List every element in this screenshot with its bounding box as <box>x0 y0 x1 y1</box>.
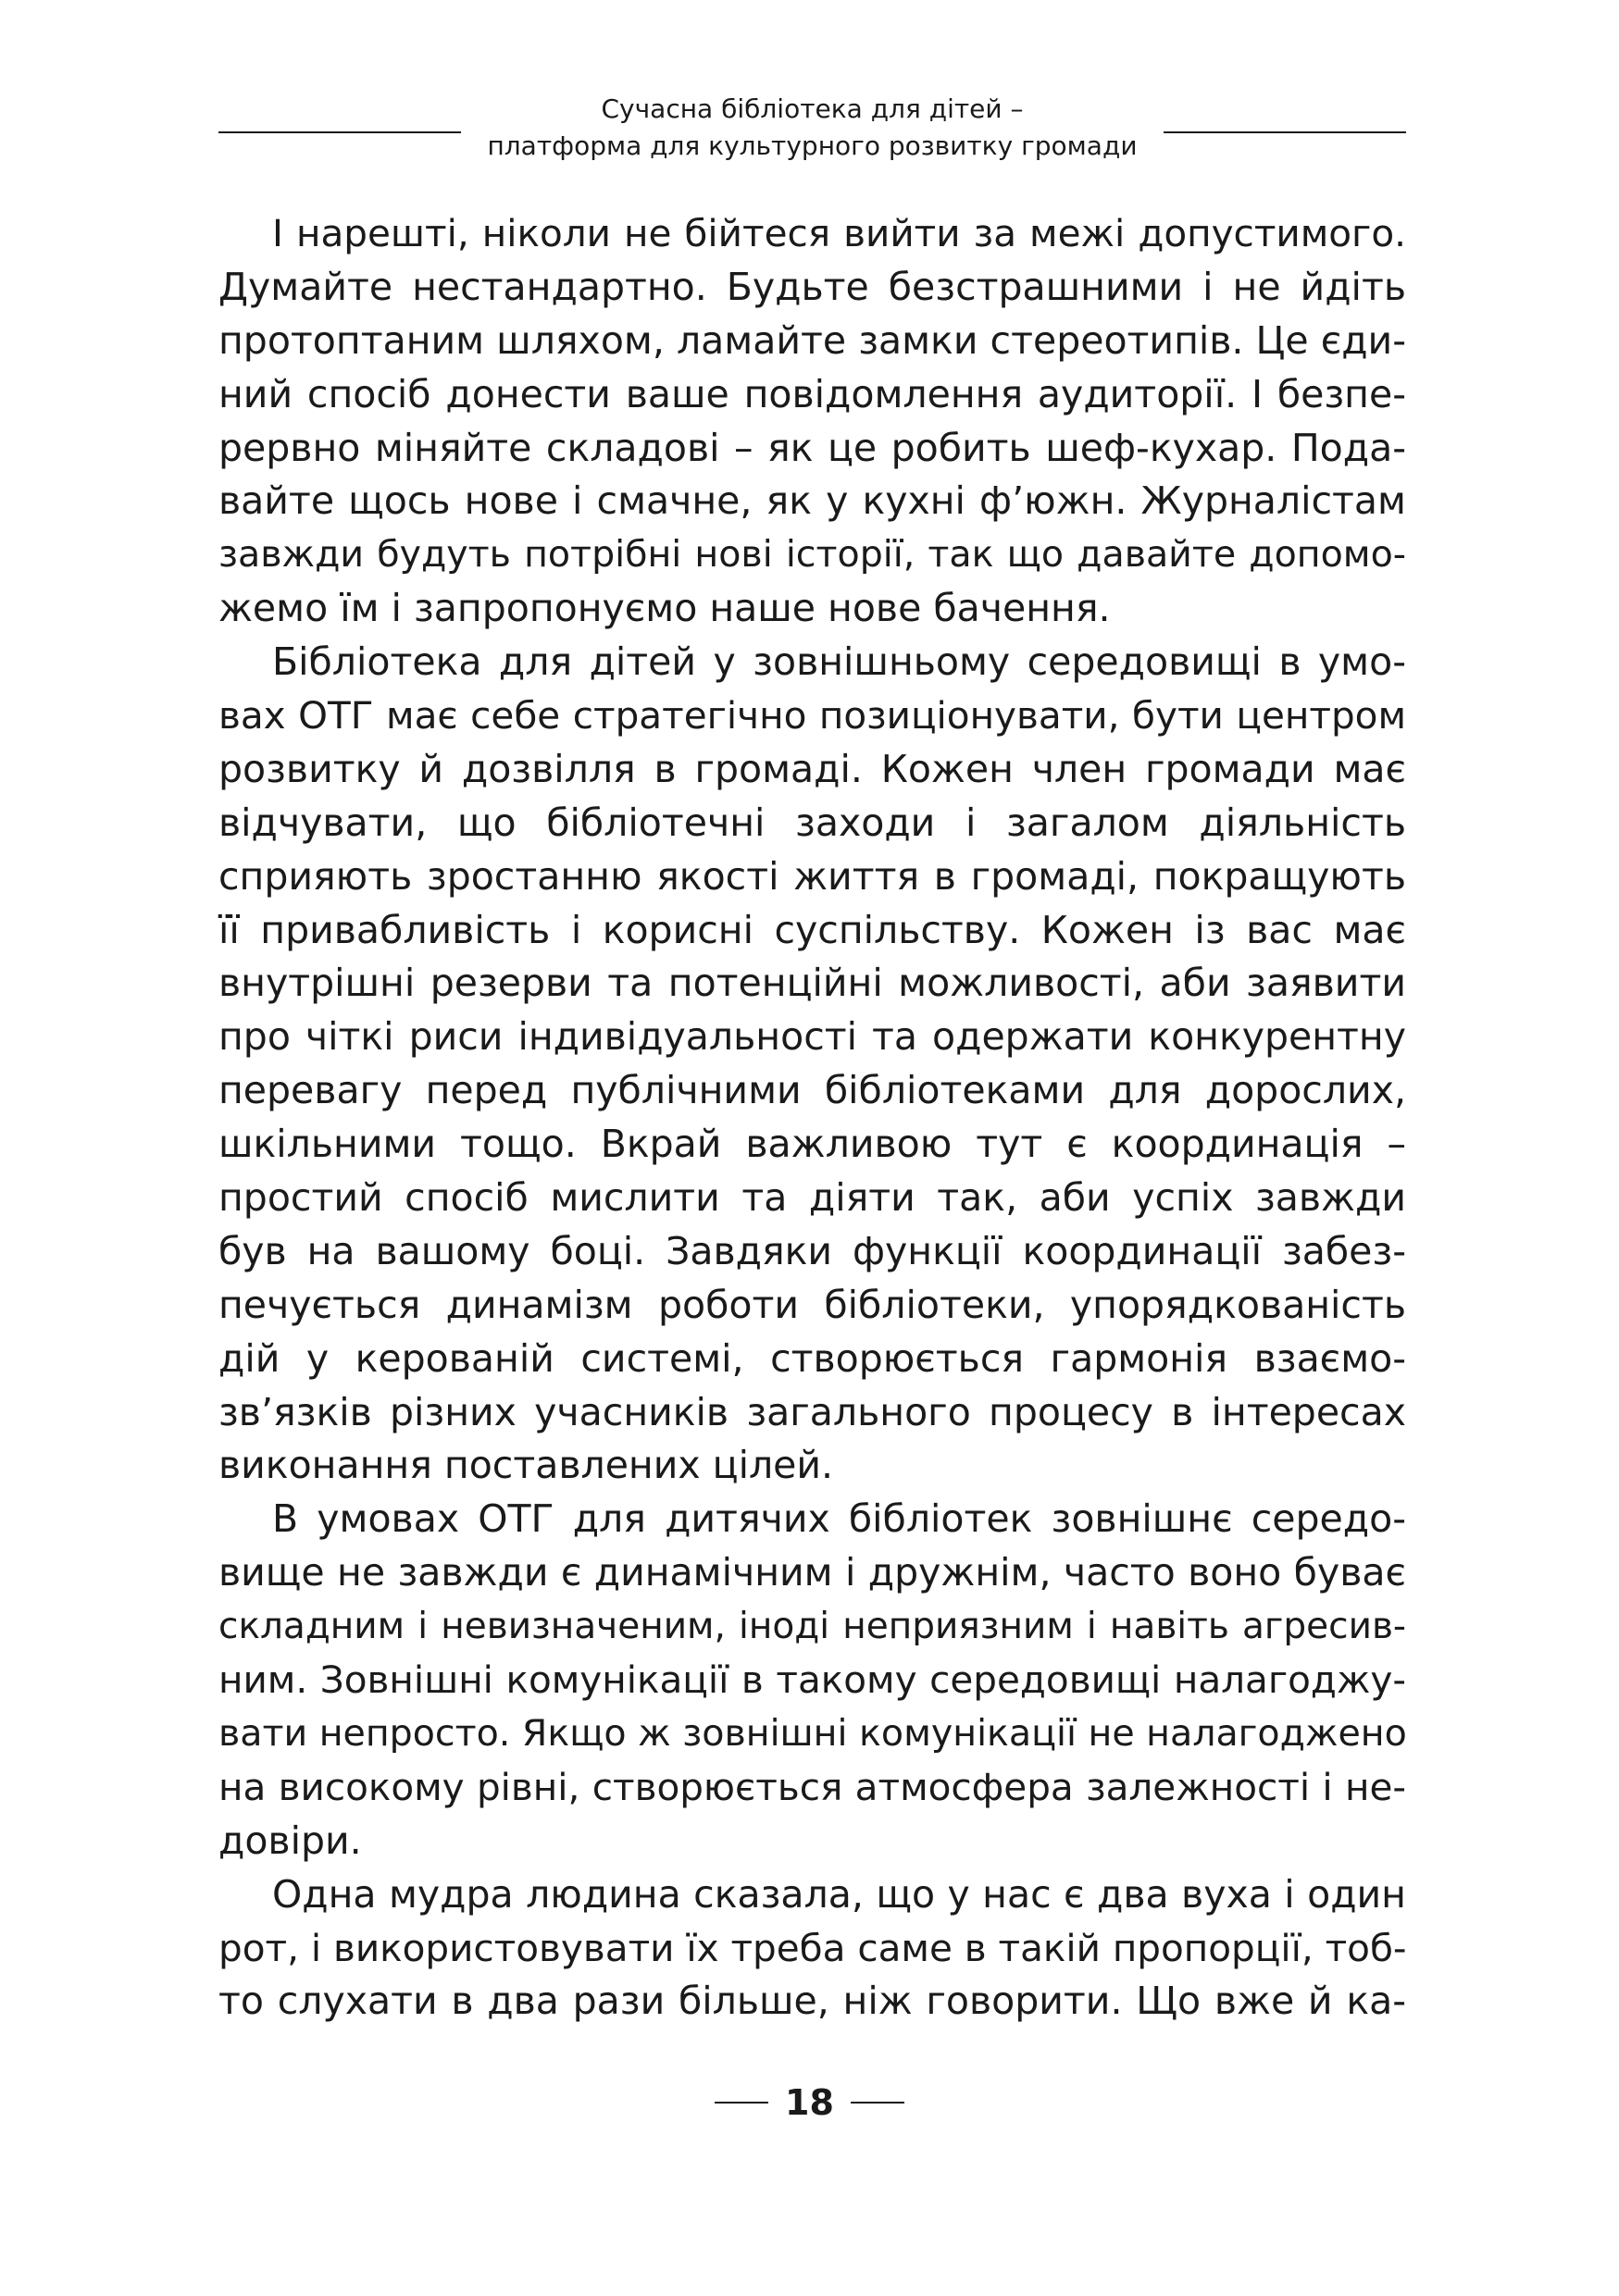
text-line: простий спосіб мислити та діяти так, аби успіх завжди <box>218 1175 1406 1221</box>
text-line: Думайте нестандартно. Будьте безстрашними і не йдіть <box>218 264 1406 309</box>
text-line: І нарешті, ніколи не бійтеся вийти за межі допустимого. <box>272 211 1406 255</box>
text-line: вище не завжди є динамічним і дружнім, часто воно буває <box>218 1550 1406 1595</box>
page-number: 18 <box>785 2082 834 2123</box>
text-line: складним і невизначеним, іноді неприязним і навіть агресив- <box>218 1606 1406 1648</box>
text-line: ним. Зовнішні комунікації в такому середовищі налагоджу- <box>218 1657 1406 1703</box>
text-line: довіри. <box>218 1818 362 1863</box>
text-line: її привабливість і корисні суспільству. Кожен із вас має <box>218 907 1406 952</box>
text-line: про чіткі риси індивідуальності та одержати конкурентну <box>218 1014 1406 1060</box>
text-line: В умовах ОТГ для дитячих бібліотек зовнішнє середо- <box>272 1496 1406 1542</box>
text-line: вах ОТГ має себе стратегічно позиціонувати, бути центром <box>218 693 1406 738</box>
text-line: Бібліотека для дітей у зовнішньому середовищі в умо- <box>272 639 1406 685</box>
text-line: жемо їм і запропонуємо наше нове бачення. <box>218 586 1111 631</box>
page-number-group <box>715 2075 904 2130</box>
text-line: внутрішні резерви та потенційні можливості, аби заявити <box>218 961 1406 1006</box>
paragraph-1 <box>218 207 1406 636</box>
text-line: шкільними тощо. Вкрай важливою тут є координація – <box>218 1122 1406 1167</box>
text-line: сприяють зростанню якості життя в громаді, покращують <box>218 853 1406 899</box>
text-line: вати непросто. Якщо ж зовнішні комунікації не налагоджено <box>218 1711 1407 1755</box>
running-header <box>218 91 1406 167</box>
text-line: розвитку й дозвілля в громаді. Кожен член громади має <box>218 746 1406 791</box>
text-line: рот, і використовувати їх треба саме в такій пропорції, тоб- <box>218 1925 1407 1970</box>
body-text <box>218 207 1406 2029</box>
text-line: протоптаним шляхом, ламайте замки стереотипів. Це єди- <box>218 317 1406 363</box>
text-line: виконання поставлених цілей. <box>218 1443 834 1488</box>
footer-rule-left <box>715 2102 768 2104</box>
text-line: рервно міняйте складові – як це робить шеф-кухар. Пода- <box>218 425 1406 470</box>
text-line: печується динамізм роботи бібліотеки, упорядкованість <box>218 1282 1406 1327</box>
text-line: був на вашому боці. Завдяки функції координації забез- <box>218 1228 1406 1273</box>
text-line: дій у керованій системі, створюється гармонія взаємо- <box>218 1335 1406 1381</box>
page-footer <box>0 2075 1619 2130</box>
text-line: вайте щось нове і смачне, як у кухні ф’южн. Журналістам <box>218 478 1406 524</box>
running-header-line-2: платформа для культурного розвитку громади <box>487 130 1138 161</box>
text-line: то слухати в два рази більше, ніж говорити. Що вже й ка- <box>218 1979 1406 2024</box>
footer-rule-right <box>851 2102 904 2104</box>
text-line: ний спосіб донести ваше повідомлення аудиторії. І безпе- <box>218 371 1406 416</box>
text-line: Одна мудра людина сказала, що у нас є два вуха і один <box>272 1871 1406 1917</box>
paragraph-2 <box>218 636 1406 1493</box>
running-header-line-1: Сучасна бібліотека для дітей – <box>601 93 1024 124</box>
text-line: на високому рівні, створюється атмосфера залежності і не- <box>218 1764 1406 1809</box>
paragraph-3 <box>218 1493 1406 1868</box>
text-line: завжди будуть потрібні нові історії, так що давайте допомо- <box>218 533 1406 577</box>
paragraph-4 <box>218 1868 1406 2029</box>
text-line: перевагу перед публічними бібліотеками для дорослих, <box>218 1068 1406 1113</box>
header-rule-right <box>1164 131 1406 133</box>
header-rule-left <box>218 131 461 133</box>
running-header-title <box>468 91 1156 165</box>
text-line: відчувати, що бібліотечні заходи і загалом діяльність <box>218 800 1406 845</box>
text-line: зв’язків різних учасників загального процесу в інтересах <box>218 1389 1406 1434</box>
